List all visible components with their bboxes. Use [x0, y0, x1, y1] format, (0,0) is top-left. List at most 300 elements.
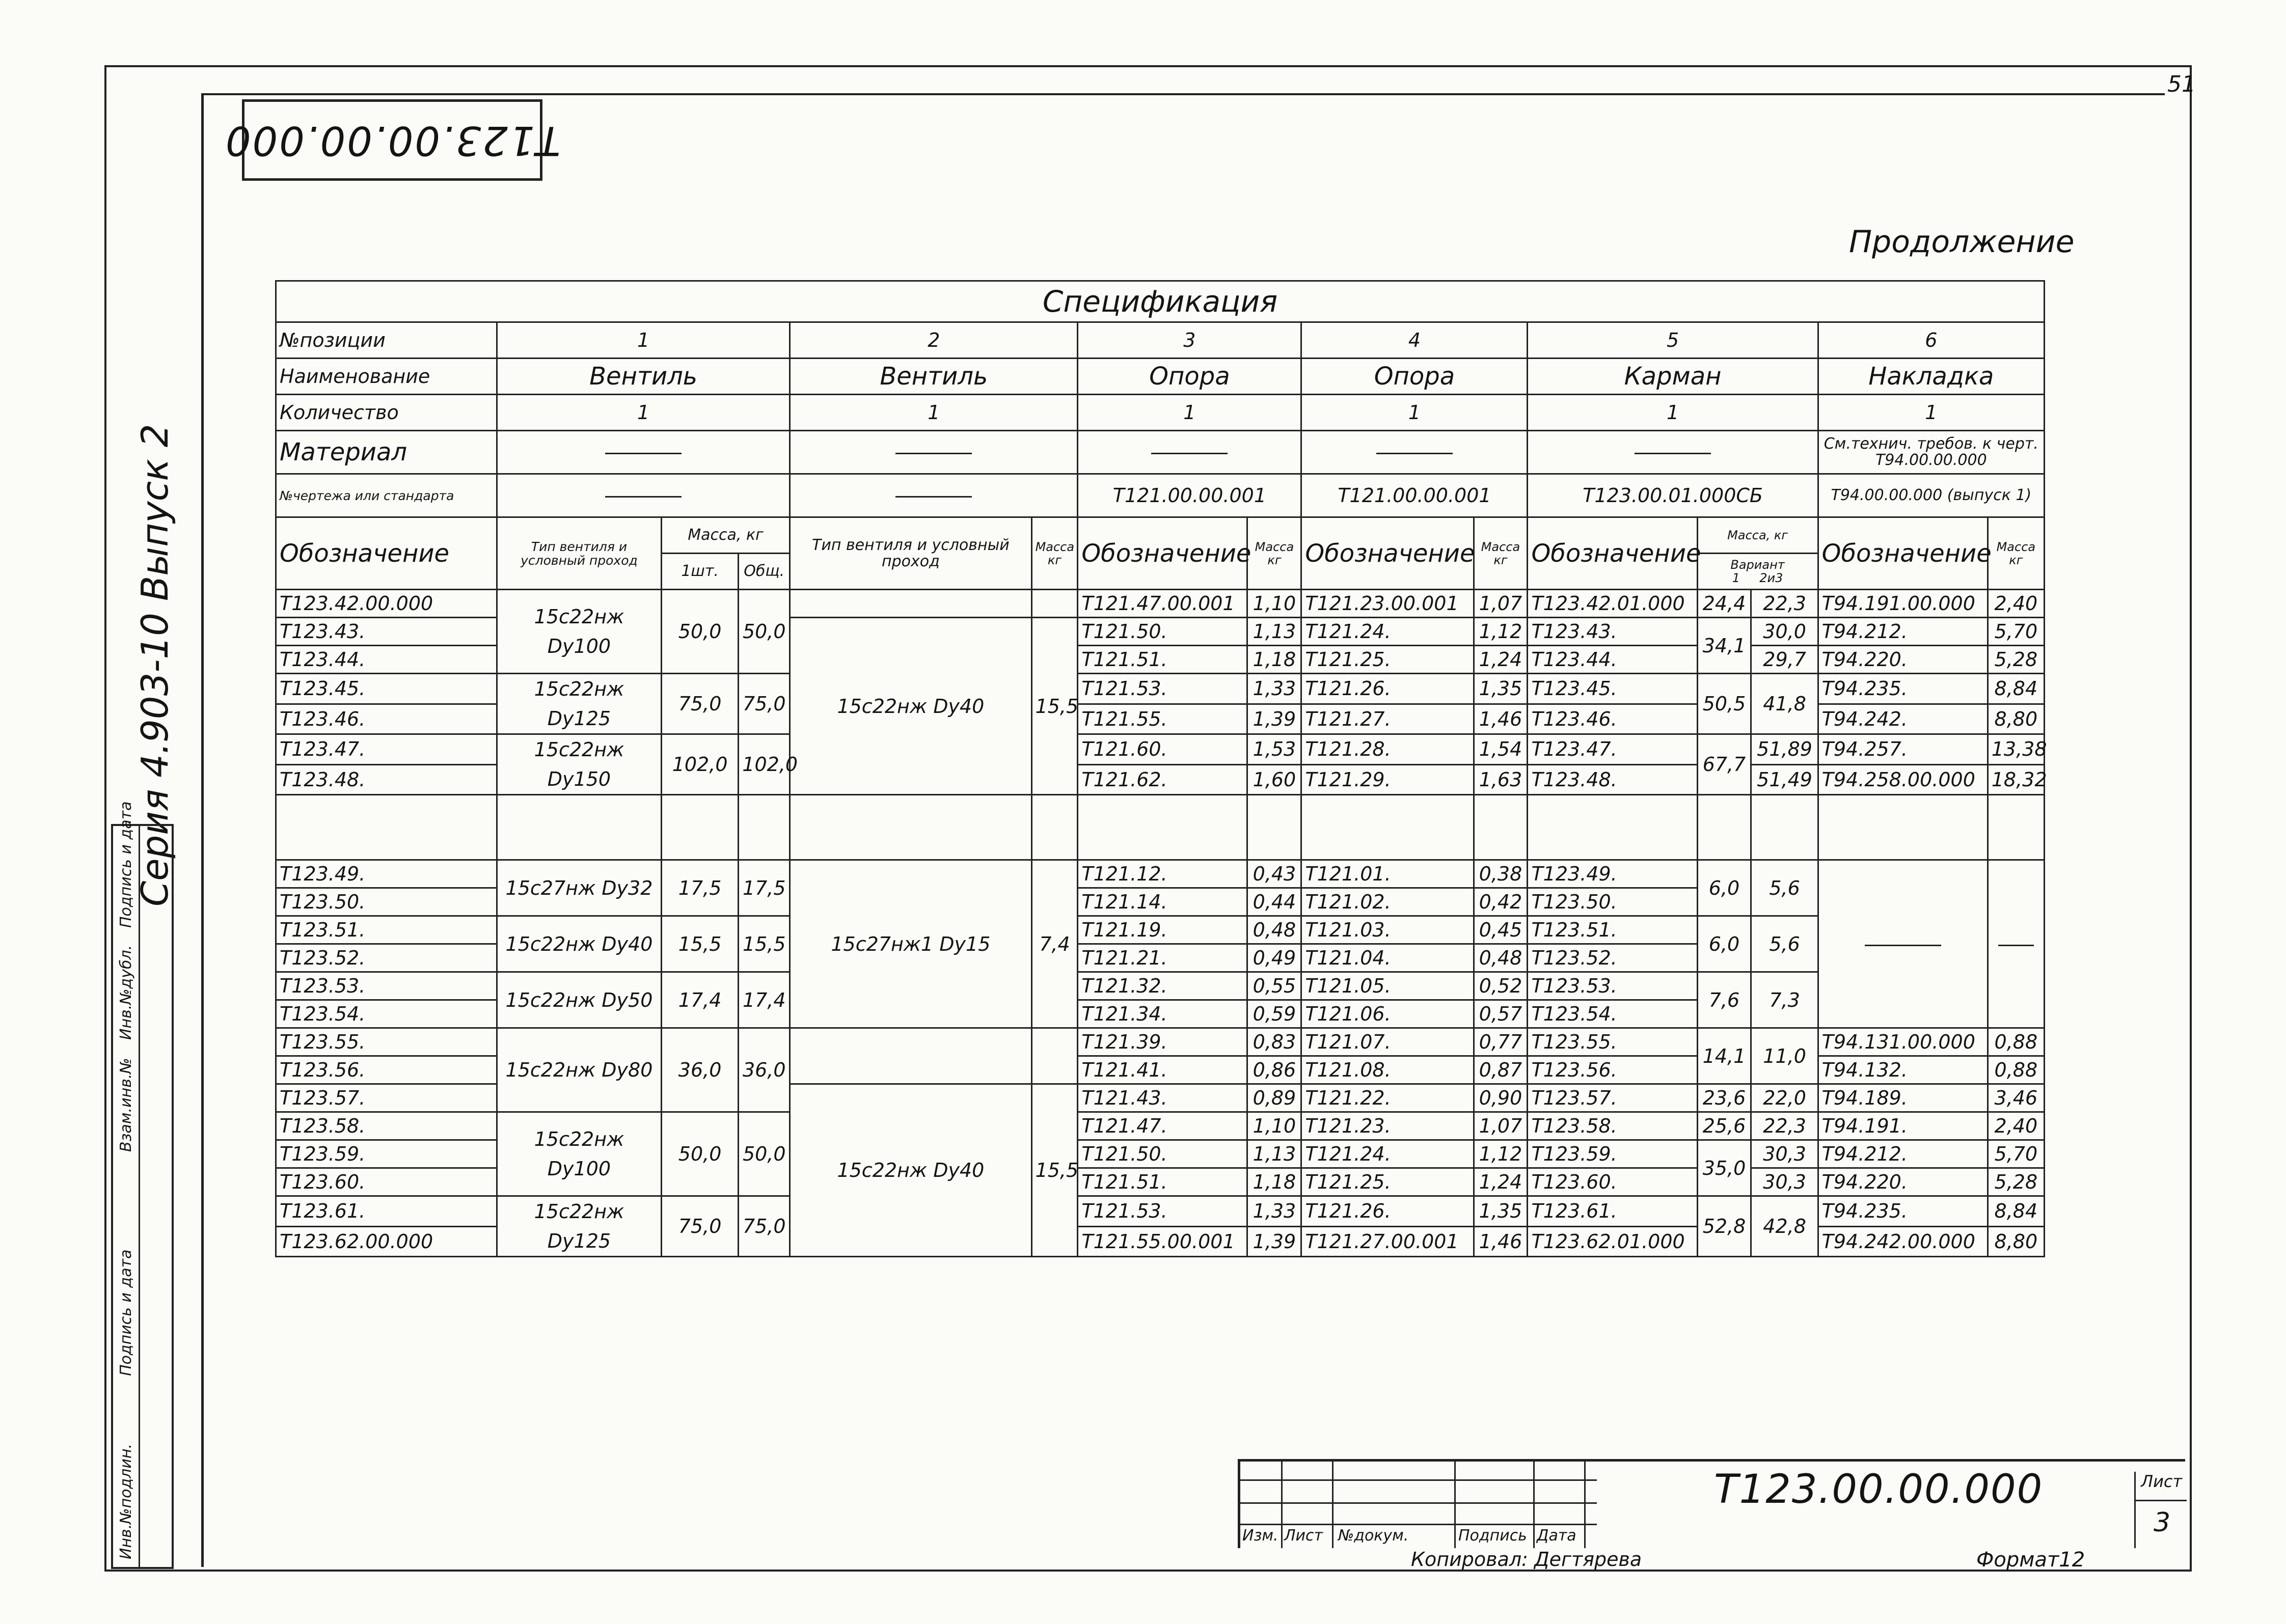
cell — [790, 1028, 1031, 1084]
cell — [1751, 795, 1818, 860]
cell: Т94.242. — [1818, 704, 1988, 734]
tb-label: Подпись — [1458, 1527, 1527, 1545]
cell: 52,8 — [1697, 1196, 1751, 1257]
cell: Т121.32. — [1078, 972, 1247, 1000]
cell: 7,6 — [1697, 972, 1751, 1028]
cell: 0,48 — [1474, 944, 1528, 972]
series-label: Серия 4.903-10 Выпуск 2 — [133, 424, 176, 906]
col-designation: Обозначение — [276, 517, 497, 590]
cell: Т123.58. — [1528, 1112, 1697, 1140]
cell: Т121.27. — [1301, 704, 1474, 734]
valve-cell: 15с22нж Dу80 — [497, 1028, 661, 1112]
cell — [1247, 795, 1301, 860]
cell: 8,80 — [1988, 1226, 2044, 1257]
valve-cell: 15с22нж Dу40 — [790, 1084, 1031, 1257]
cell: Т121.34. — [1078, 1000, 1247, 1028]
cell: 2,40 — [1988, 1112, 2044, 1140]
table-row — [276, 1112, 2045, 1140]
cell: 35,0 — [1697, 1140, 1751, 1196]
cell: Т121.12. — [1078, 860, 1247, 888]
position-4: 4 — [1301, 322, 1528, 359]
table-row — [276, 734, 2045, 765]
cell: Т123.56. — [276, 1056, 497, 1084]
col-pcs: 1шт. — [661, 554, 738, 590]
drawing-1 — [497, 474, 790, 517]
material-3 — [1078, 431, 1301, 474]
mass-cell: 15,5 — [661, 916, 738, 972]
cell: 5,28 — [1988, 1168, 2044, 1196]
col-valve-type-2: Тип вентиля и условный проход — [790, 517, 1031, 590]
cell: 1,53 — [1247, 734, 1301, 765]
sheet-number: 3 — [2154, 1507, 2171, 1538]
sidebar-stamp — [111, 801, 174, 1569]
sheet-separator — [2136, 1500, 2187, 1501]
material-2 — [790, 431, 1078, 474]
cell: 24,4 — [1697, 590, 1751, 618]
cell — [1697, 795, 1751, 860]
document-number: Т123.00.00.000 — [1714, 1467, 2044, 1512]
cell: Т121.14. — [1078, 888, 1247, 916]
cell: Т121.01. — [1301, 860, 1474, 888]
spec-title: Спецификация — [276, 281, 2045, 322]
cell: 14,1 — [1697, 1028, 1751, 1084]
copied-by: Копировал: Дегтярева — [1411, 1548, 1642, 1571]
cell: 1,24 — [1474, 1168, 1528, 1196]
col-designation-4: Обозначение — [1301, 517, 1474, 590]
cell: Т123.52. — [1528, 944, 1697, 972]
cell: Т123.51. — [276, 916, 497, 944]
cell: Т94.235. — [1818, 1196, 1988, 1227]
title-block — [1238, 1459, 2185, 1548]
cell: 1,33 — [1247, 1196, 1301, 1227]
col-mass-2: Масса кг — [1031, 517, 1078, 590]
cell: Т121.43. — [1078, 1084, 1247, 1112]
cell: 0,44 — [1247, 888, 1301, 916]
col-variant — [1697, 554, 1818, 590]
cell: Т123.44. — [276, 646, 497, 674]
cell: Т123.57. — [1528, 1084, 1697, 1112]
cell: Т121.23.00.001 — [1301, 590, 1474, 618]
cell: Т121.23. — [1301, 1112, 1474, 1140]
spacer-row — [276, 795, 2045, 860]
cell: 1,07 — [1474, 1112, 1528, 1140]
mass-cell: 36,0 — [661, 1028, 738, 1112]
cell: 30,3 — [1751, 1140, 1818, 1168]
mass-cell: 50,0 — [739, 590, 790, 674]
cell: Т123.48. — [276, 764, 497, 795]
cell: 22,0 — [1751, 1084, 1818, 1112]
name-2: Вентиль — [790, 359, 1078, 395]
cell: Т121.41. — [1078, 1056, 1247, 1084]
cell: Т123.49. — [276, 860, 497, 888]
cell: 0,88 — [1988, 1056, 2044, 1084]
cell: Т123.51. — [1528, 916, 1697, 944]
table-row — [276, 972, 2045, 1000]
mass-cell: 102,0 — [661, 734, 738, 795]
cell: Т123.42.00.000 — [276, 590, 497, 618]
cell — [1031, 1028, 1078, 1084]
cell: Т94.235. — [1818, 674, 1988, 704]
cell: Т123.55. — [1528, 1028, 1697, 1056]
cell: Т121.25. — [1301, 1168, 1474, 1196]
position-2: 2 — [790, 322, 1078, 359]
cell: 8,84 — [1988, 1196, 2044, 1227]
cell: 0,49 — [1247, 944, 1301, 972]
cell: 34,1 — [1697, 618, 1751, 674]
qty-1: 1 — [497, 395, 790, 431]
cell: 1,54 — [1474, 734, 1528, 765]
tb-label: Дата — [1537, 1527, 1576, 1545]
cell: 0,42 — [1474, 888, 1528, 916]
cell: Т123.59. — [1528, 1140, 1697, 1168]
material-5 — [1528, 431, 1818, 474]
cell — [276, 795, 497, 860]
valve-cell: 15с22нж Dу125 — [497, 674, 661, 734]
cell: Т121.47. — [1078, 1112, 1247, 1140]
cell: Т123.43. — [1528, 618, 1697, 646]
cell: Т123.62.01.000 — [1528, 1226, 1697, 1257]
cell: Т121.24. — [1301, 1140, 1474, 1168]
page-number: 51 — [2167, 71, 2196, 97]
mass-cell: 50,0 — [739, 1112, 790, 1196]
cell: 0,83 — [1247, 1028, 1301, 1056]
cell: Т123.53. — [276, 972, 497, 1000]
cell: Т94.189. — [1818, 1084, 1988, 1112]
cell: 1,39 — [1247, 704, 1301, 734]
cell: 5,70 — [1988, 1140, 2044, 1168]
cell: 51,89 — [1751, 734, 1818, 765]
cell — [1301, 795, 1474, 860]
valve-cell: 15с22нж Dу50 — [497, 972, 661, 1028]
cell: 1,63 — [1474, 764, 1528, 795]
top-stamp — [224, 99, 561, 181]
cell: Т123.45. — [276, 674, 497, 704]
cell: 1,39 — [1247, 1226, 1301, 1257]
cell — [739, 795, 790, 860]
cell: 0,90 — [1474, 1084, 1528, 1112]
cell: Т121.29. — [1301, 764, 1474, 795]
table-row — [276, 1196, 2045, 1227]
qty-3: 1 — [1078, 395, 1301, 431]
cell: Т94.220. — [1818, 646, 1988, 674]
drawing-4: Т121.00.00.001 — [1301, 474, 1528, 517]
cell: Т121.27.00.001 — [1301, 1226, 1474, 1257]
dash — [895, 496, 972, 498]
qty-5: 1 — [1528, 395, 1818, 431]
cell — [1818, 795, 1988, 860]
cell: Т121.55.00.001 — [1078, 1226, 1247, 1257]
material-label: Материал — [276, 431, 497, 474]
cell — [1031, 795, 1078, 860]
cell — [497, 795, 661, 860]
name-1: Вентиль — [497, 359, 790, 395]
cell: Т121.53. — [1078, 674, 1247, 704]
material-4 — [1301, 431, 1528, 474]
cell: 5,6 — [1751, 916, 1818, 972]
col-mass-6: Масса кг — [1988, 517, 2044, 590]
mass-cell: 7,4 — [1031, 860, 1078, 1028]
tb-row — [1240, 1502, 1597, 1504]
valve-cell: 15с22нж Dу40 — [497, 916, 661, 972]
cell: Т94.242.00.000 — [1818, 1226, 1988, 1257]
cell — [1078, 795, 1247, 860]
dash — [1998, 945, 2034, 946]
cell: Т123.45. — [1528, 674, 1697, 704]
valve-cell: 15с22нж Dу125 — [497, 1196, 661, 1257]
cell: Т123.56. — [1528, 1056, 1697, 1084]
qty-label: Количество — [276, 395, 497, 431]
cell: Т94.212. — [1818, 618, 1988, 646]
cell: Т123.43. — [276, 618, 497, 646]
material-1 — [497, 431, 790, 474]
cell — [1474, 795, 1528, 860]
cell: 1,46 — [1474, 704, 1528, 734]
cell: Т94.131.00.000 — [1818, 1028, 1988, 1056]
name-4: Опора — [1301, 359, 1528, 395]
cell: Т123.54. — [1528, 1000, 1697, 1028]
cell: Т123.62.00.000 — [276, 1226, 497, 1257]
cell: 1,46 — [1474, 1226, 1528, 1257]
cell: Т123.46. — [276, 704, 497, 734]
position-3: 3 — [1078, 322, 1301, 359]
tb-label: Изм. — [1242, 1527, 1278, 1545]
cell: 18,32 — [1988, 764, 2044, 795]
cell: 8,80 — [1988, 704, 2044, 734]
dash — [1635, 453, 1711, 454]
cell: Т123.46. — [1528, 704, 1697, 734]
cell: Т123.44. — [1528, 646, 1697, 674]
dash — [1865, 945, 1941, 946]
cell: 1,13 — [1247, 618, 1301, 646]
cell: Т121.06. — [1301, 1000, 1474, 1028]
cell: Т121.26. — [1301, 674, 1474, 704]
cell: 6,0 — [1697, 860, 1751, 916]
sidebar-label: Инв.№подлин. — [117, 1443, 135, 1559]
cell: Т123.49. — [1528, 860, 1697, 888]
cell: 0,57 — [1474, 1000, 1528, 1028]
mass-cell: 75,0 — [739, 1196, 790, 1257]
cell: Т94.257. — [1818, 734, 1988, 765]
mass-cell: 17,4 — [661, 972, 738, 1028]
dash — [1376, 453, 1453, 454]
cell: Т121.26. — [1301, 1196, 1474, 1227]
cell: Т121.08. — [1301, 1056, 1474, 1084]
cell: Т123.60. — [1528, 1168, 1697, 1196]
cell: Т121.50. — [1078, 618, 1247, 646]
cell — [1988, 795, 2044, 860]
cell: 1,18 — [1247, 646, 1301, 674]
cell: Т123.54. — [276, 1000, 497, 1028]
qty-2: 1 — [790, 395, 1078, 431]
drawing-3: Т121.00.00.001 — [1078, 474, 1301, 517]
cell: 13,38 — [1988, 734, 2044, 765]
cell: Т94.212. — [1818, 1140, 1988, 1168]
cell: Т123.58. — [276, 1112, 497, 1140]
mass-cell: 75,0 — [739, 674, 790, 734]
position-label: №позиции — [276, 322, 497, 359]
col-v23: 2и3 — [1759, 571, 1783, 585]
cell: 5,6 — [1751, 860, 1818, 916]
cell: Т121.21. — [1078, 944, 1247, 972]
table-row — [276, 1028, 2045, 1056]
cell: 30,0 — [1751, 618, 1818, 646]
cell: Т123.50. — [1528, 888, 1697, 916]
cell: 1,35 — [1474, 1196, 1528, 1227]
col-total: Общ. — [739, 554, 790, 590]
cell: 1,24 — [1474, 646, 1528, 674]
cell: 0,59 — [1247, 1000, 1301, 1028]
col-mass-kg: Масса, кг — [661, 517, 790, 554]
top-stamp-text: Т123.00.00.000 — [224, 117, 561, 163]
cell: 67,7 — [1697, 734, 1751, 795]
drawing-label: №чертежа или стандарта — [276, 474, 497, 517]
cell: 0,43 — [1247, 860, 1301, 888]
sheet-label: Лист — [2141, 1472, 2183, 1491]
cell: Т121.05. — [1301, 972, 1474, 1000]
cell: Т123.57. — [276, 1084, 497, 1112]
col-variant-label: Вариант — [1730, 558, 1785, 572]
cell: Т94.191.00.000 — [1818, 590, 1988, 618]
table-row — [276, 916, 2045, 944]
col-v1: 1 — [1732, 571, 1740, 585]
cell: 1,18 — [1247, 1168, 1301, 1196]
mass-cell: 17,5 — [661, 860, 738, 916]
col-designation-3: Обозначение — [1078, 517, 1247, 590]
sidebar-label: Подпись и дата — [117, 801, 135, 928]
cell: Т121.51. — [1078, 646, 1247, 674]
col-designation-5: Обозначение — [1528, 517, 1697, 590]
mass-cell: 75,0 — [661, 674, 738, 734]
valve-cell: 15с27нж1 Dу15 — [790, 860, 1031, 1028]
cell: Т121.07. — [1301, 1028, 1474, 1056]
cell: 5,70 — [1988, 618, 2044, 646]
cell: 1,13 — [1247, 1140, 1301, 1168]
dash — [895, 453, 972, 454]
cell: Т121.47.00.001 — [1078, 590, 1247, 618]
drawing-2 — [790, 474, 1078, 517]
cell: 5,28 — [1988, 646, 2044, 674]
col-mass-3: Масса кг — [1247, 517, 1301, 590]
cell: Т121.04. — [1301, 944, 1474, 972]
cell: Т123.55. — [276, 1028, 497, 1056]
cell: Т121.51. — [1078, 1168, 1247, 1196]
cell: 23,6 — [1697, 1084, 1751, 1112]
table-row — [276, 860, 2045, 888]
cell: Т123.42.01.000 — [1528, 590, 1697, 618]
valve-cell: 15с22нж Dу100 — [497, 1112, 661, 1196]
cell: 1,12 — [1474, 618, 1528, 646]
cell: 30,3 — [1751, 1168, 1818, 1196]
cell: 1,07 — [1474, 590, 1528, 618]
name-3: Опора — [1078, 359, 1301, 395]
name-label: Наименование — [276, 359, 497, 395]
cell: Т121.53. — [1078, 1196, 1247, 1227]
cell: Т94.191. — [1818, 1112, 1988, 1140]
cell: 22,3 — [1751, 1112, 1818, 1140]
cell: Т121.39. — [1078, 1028, 1247, 1056]
col-mass-4: Масса кг — [1474, 517, 1528, 590]
cell: Т121.22. — [1301, 1084, 1474, 1112]
tb-row — [1240, 1524, 1597, 1525]
mass-cell: 15,5 — [1031, 1084, 1078, 1257]
cell: 0,48 — [1247, 916, 1301, 944]
mass-cell: 15,5 — [1031, 618, 1078, 795]
position-1: 1 — [497, 322, 790, 359]
cell: 41,8 — [1751, 674, 1818, 734]
cell: 0,86 — [1247, 1056, 1301, 1084]
cell: 51,49 — [1751, 764, 1818, 795]
cell: 0,89 — [1247, 1084, 1301, 1112]
cell: 29,7 — [1751, 646, 1818, 674]
col-designation-6: Обозначение — [1818, 517, 1988, 590]
cell: Т121.62. — [1078, 764, 1247, 795]
cell: 1,33 — [1247, 674, 1301, 704]
position-5: 5 — [1528, 322, 1818, 359]
mass-cell: 102,0 — [739, 734, 790, 795]
dash — [1151, 453, 1228, 454]
cell: Т123.61. — [276, 1196, 497, 1227]
cell: 6,0 — [1697, 916, 1751, 972]
cell — [1818, 860, 1988, 1028]
dash — [605, 453, 682, 454]
cell — [1031, 590, 1078, 618]
cell: 1,10 — [1247, 590, 1301, 618]
specification-table — [275, 280, 2045, 1257]
col-valve-type: Тип вентиля и условный проход — [497, 517, 661, 590]
qty-6: 1 — [1818, 395, 2044, 431]
cell: Т121.55. — [1078, 704, 1247, 734]
tb-label: №докум. — [1338, 1527, 1409, 1545]
drawing-6: Т94.00.00.000 (выпуск 1) — [1818, 474, 2044, 517]
cell: 3,46 — [1988, 1084, 2044, 1112]
cell: Т121.50. — [1078, 1140, 1247, 1168]
cell: Т94.132. — [1818, 1056, 1988, 1084]
cell: Т123.59. — [276, 1140, 497, 1168]
cell — [790, 795, 1031, 860]
mass-cell: 50,0 — [661, 1112, 738, 1196]
cell: Т123.50. — [276, 888, 497, 916]
cell: 0,52 — [1474, 972, 1528, 1000]
continuation-label: Продолжение — [1849, 224, 2075, 260]
cell: Т123.47. — [1528, 734, 1697, 765]
cell: Т94.220. — [1818, 1168, 1988, 1196]
cell: 8,84 — [1988, 674, 2044, 704]
cell — [661, 795, 738, 860]
cell: 1,10 — [1247, 1112, 1301, 1140]
sheet-box — [2134, 1472, 2187, 1548]
cell: Т121.25. — [1301, 646, 1474, 674]
cell: Т121.03. — [1301, 916, 1474, 944]
cell: 0,45 — [1474, 916, 1528, 944]
drawing-5: Т123.00.01.000СБ — [1528, 474, 1818, 517]
cell: Т94.258.00.000 — [1818, 764, 1988, 795]
cell: Т121.19. — [1078, 916, 1247, 944]
table-row — [276, 674, 2045, 704]
valve-cell: 15с22нж Dу150 — [497, 734, 661, 795]
cell — [790, 590, 1031, 618]
mass-cell: 36,0 — [739, 1028, 790, 1112]
cell — [1988, 860, 2044, 1028]
mass-cell: 17,5 — [739, 860, 790, 916]
cell: 25,6 — [1697, 1112, 1751, 1140]
name-5: Карман — [1528, 359, 1818, 395]
cell: Т123.52. — [276, 944, 497, 972]
col-mass-5: Масса, кг — [1697, 517, 1818, 554]
name-6: Накладка — [1818, 359, 2044, 395]
mass-cell: 17,4 — [739, 972, 790, 1028]
qty-4: 1 — [1301, 395, 1528, 431]
position-6: 6 — [1818, 322, 2044, 359]
